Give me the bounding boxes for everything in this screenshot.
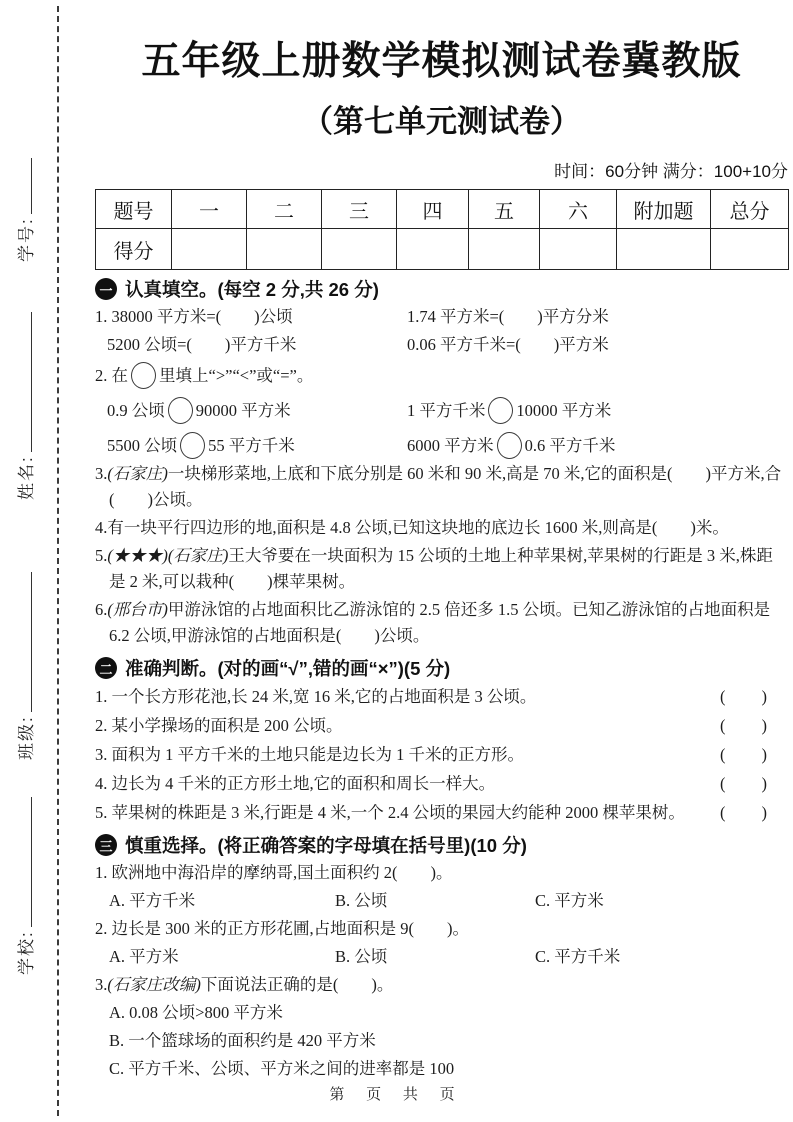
header-section-5: 五 xyxy=(469,190,540,229)
score-cell xyxy=(172,229,247,270)
header-bonus: 附加题 xyxy=(617,190,711,229)
q-source-tag: (石家庄) xyxy=(107,464,168,483)
answer-paren-blank: ( ) xyxy=(720,687,768,706)
choice-q1 xyxy=(95,860,788,886)
judge-text: 3. 面积为 1 平方千米的土地只能是边长为 1 千米的正方形。 xyxy=(95,745,524,764)
q-number: 5. xyxy=(95,546,108,565)
school-blank xyxy=(18,797,32,927)
q-source-tag: (石家庄) xyxy=(167,546,229,565)
score-cell xyxy=(397,229,469,270)
fill-q1-b: 1.74 平方米=( )平方分米 xyxy=(407,307,609,326)
school-label: 学校: xyxy=(17,930,36,975)
header-section-6: 六 xyxy=(540,190,617,229)
fill-q5 xyxy=(95,543,788,595)
fill-q1-row1 xyxy=(95,304,788,330)
page-subtitle: （第七单元测试卷） xyxy=(302,104,581,139)
section-2-header xyxy=(95,655,788,681)
q-number: 4. xyxy=(95,518,108,537)
class-blank xyxy=(18,572,32,712)
judge-text: 5. 苹果树的株距是 3 米,行距是 4 米,一个 2.4 公顷的果园大约能种 2000 棵苹果树。 xyxy=(95,803,685,822)
section-1-badge-icon: 一 xyxy=(95,278,117,300)
judge-item xyxy=(95,713,788,739)
name-label: 姓名: xyxy=(17,455,36,500)
header-question-number: 题号 xyxy=(96,190,172,229)
judge-text: 2. 某小学操场的面积是 200 公顷。 xyxy=(95,716,343,735)
header-section-4: 四 xyxy=(397,190,469,229)
option-c: C. 平方千米、公顷、平方米之间的进率都是 100 xyxy=(109,1059,455,1078)
answer-paren-blank: ( ) xyxy=(720,803,768,822)
option-a: A. 0.08 公顷>800 平方米 xyxy=(109,1003,283,1022)
pair-right: 0.6 平方千米 xyxy=(524,436,616,455)
q-text: 王大爷要在一块面积为 15 公顷的土地上种苹果树,苹果树的行距是 3 米,株距是 2 米,可以栽种( )棵苹果树。 xyxy=(109,546,773,591)
fill-q4 xyxy=(95,515,788,541)
header-section-3: 三 xyxy=(322,190,397,229)
judge-item xyxy=(95,800,788,826)
section-1-title: 认真填空。(每空 2 分,共 26 分) xyxy=(125,279,379,300)
q-number: 3. xyxy=(95,975,108,994)
exam-time-score-meta: 时间：60分钟 满分：100+10分 xyxy=(554,162,788,181)
header-section-1: 一 xyxy=(172,190,247,229)
q-text: 2. 边长是 300 米的正方形花圃,占地面积是 9( )。 xyxy=(95,919,469,938)
fill-q1-d: 0.06 平方千米=( )平方米 xyxy=(407,335,609,354)
pair-left: 1 平方千米 xyxy=(407,401,486,420)
student-id-blank xyxy=(18,158,32,214)
compare-pair xyxy=(407,432,615,459)
q-number: 3. xyxy=(95,464,108,483)
judge-item xyxy=(95,771,788,797)
pair-left: 0.9 公顷 xyxy=(107,401,165,420)
compare-pair xyxy=(95,432,407,459)
q-text: 一块梯形菜地,上底和下底分别是 60 米和 90 米,高是 70 米,它的面积是( )平方米,合( )公顷。 xyxy=(109,464,782,509)
option-a: A. 平方千米 xyxy=(109,891,196,910)
judge-text: 1. 一个长方形花池,长 24 米,宽 16 米,它的占地面积是 3 公顷。 xyxy=(95,687,537,706)
q-text: 有一块平行四边形的地,面积是 4.8 公顷,已知这块地的底边长 1600 米,则高是( )米。 xyxy=(107,518,729,537)
q-text: 1. 欧洲地中海沿岸的摩纳哥,国土面积约 2( )。 xyxy=(95,863,453,882)
seal-field-class xyxy=(12,572,37,760)
compare-circle-blank xyxy=(131,362,156,389)
class-label: 班级: xyxy=(17,715,36,760)
pair-left: 5500 公顷 xyxy=(107,436,178,455)
q-text: 甲游泳馆的占地面积比乙游泳馆的 2.5 倍还多 1.5 公顷。已知乙游泳馆的占地面积是 6.2 公顷,甲游泳馆的占地面积是( )公顷。 xyxy=(109,600,771,645)
judge-item xyxy=(95,742,788,768)
option-c: C. 平方米 xyxy=(535,891,604,910)
score-row-label: 得分 xyxy=(96,229,172,270)
score-cell xyxy=(322,229,397,270)
compare-circle-blank xyxy=(488,397,513,424)
score-table xyxy=(95,189,789,270)
option-b: B. 公顷 xyxy=(335,891,388,910)
score-table-score-row xyxy=(96,229,789,270)
pair-right: 55 平方千米 xyxy=(208,436,295,455)
compare-circle-blank xyxy=(180,432,205,459)
page-title: 五年级上册数学模拟测试卷冀教版 xyxy=(141,40,742,83)
score-cell xyxy=(617,229,711,270)
choice-q3 xyxy=(95,972,788,998)
section-2-title: 准确判断。(对的画“√”,错的画“×”)(5 分) xyxy=(125,658,451,679)
score-cell xyxy=(469,229,540,270)
seal-field-school xyxy=(12,797,37,975)
answer-paren-blank: ( ) xyxy=(720,774,768,793)
section-3-title: 慎重选择。(将正确答案的字母填在括号里)(10 分) xyxy=(125,835,527,856)
q-source-tag: (邢台市) xyxy=(107,600,168,619)
score-table-header-row xyxy=(96,190,789,229)
seal-field-name xyxy=(12,312,37,500)
student-id-label: 学号: xyxy=(17,217,36,262)
fill-q2-intro xyxy=(95,362,788,389)
fill-q2-row2 xyxy=(95,432,788,459)
fill-q2-row1 xyxy=(95,397,788,424)
score-cell xyxy=(540,229,617,270)
fill-q1-a: 1. 38000 平方米=( )公顷 xyxy=(95,307,293,326)
q-text: 下面说法正确的是( )。 xyxy=(200,975,394,994)
judge-text: 4. 边长为 4 千米的正方形土地,它的面积和周长一样大。 xyxy=(95,774,496,793)
seal-field-student-id xyxy=(12,158,37,262)
judge-item xyxy=(95,684,788,710)
header-section-2: 二 xyxy=(247,190,322,229)
answer-paren-blank: ( ) xyxy=(720,745,768,764)
option-c: C. 平方千米 xyxy=(535,947,621,966)
option-b: B. 公顷 xyxy=(335,947,388,966)
section-3-badge-icon: 三 xyxy=(95,834,117,856)
name-blank xyxy=(18,312,32,452)
score-cell xyxy=(247,229,322,270)
fill-q6 xyxy=(95,597,788,649)
header-total: 总分 xyxy=(711,190,789,229)
fill-q3 xyxy=(95,461,788,513)
score-cell xyxy=(711,229,789,270)
answer-paren-blank: ( ) xyxy=(720,716,768,735)
section-2-badge-icon: 二 xyxy=(95,657,117,679)
fill-q1-row2 xyxy=(95,332,788,358)
fill-q2-pre: 2. 在 xyxy=(95,366,128,385)
choice-q2 xyxy=(95,916,788,942)
seal-dashed-line xyxy=(57,6,59,1116)
choice-q1-options xyxy=(95,888,788,914)
page-footer: 第 页 共 页 xyxy=(329,1087,464,1103)
option-b: B. 一个篮球场的面积约是 420 平方米 xyxy=(109,1031,376,1050)
exam-content xyxy=(95,30,788,1082)
choice-q2-options xyxy=(95,944,788,970)
compare-pair xyxy=(407,397,611,424)
section-1-header xyxy=(95,276,788,302)
compare-circle-blank xyxy=(168,397,193,424)
difficulty-stars: (★★★) xyxy=(107,546,168,565)
q-number: 6. xyxy=(95,600,108,619)
option-a: A. 平方米 xyxy=(109,947,179,966)
pair-right: 90000 平方米 xyxy=(195,401,291,420)
fill-q1-c: 5200 公顷=( )平方千米 xyxy=(107,335,297,354)
fill-q2-post: 里填上“>”“<”或“=”。 xyxy=(159,366,314,385)
pair-left: 6000 平方米 xyxy=(407,436,494,455)
q-source-tag: (石家庄改编) xyxy=(107,975,201,994)
section-3-header xyxy=(95,832,788,858)
compare-pair xyxy=(95,397,407,424)
compare-circle-blank xyxy=(497,432,522,459)
pair-right: 10000 平方米 xyxy=(516,401,612,420)
